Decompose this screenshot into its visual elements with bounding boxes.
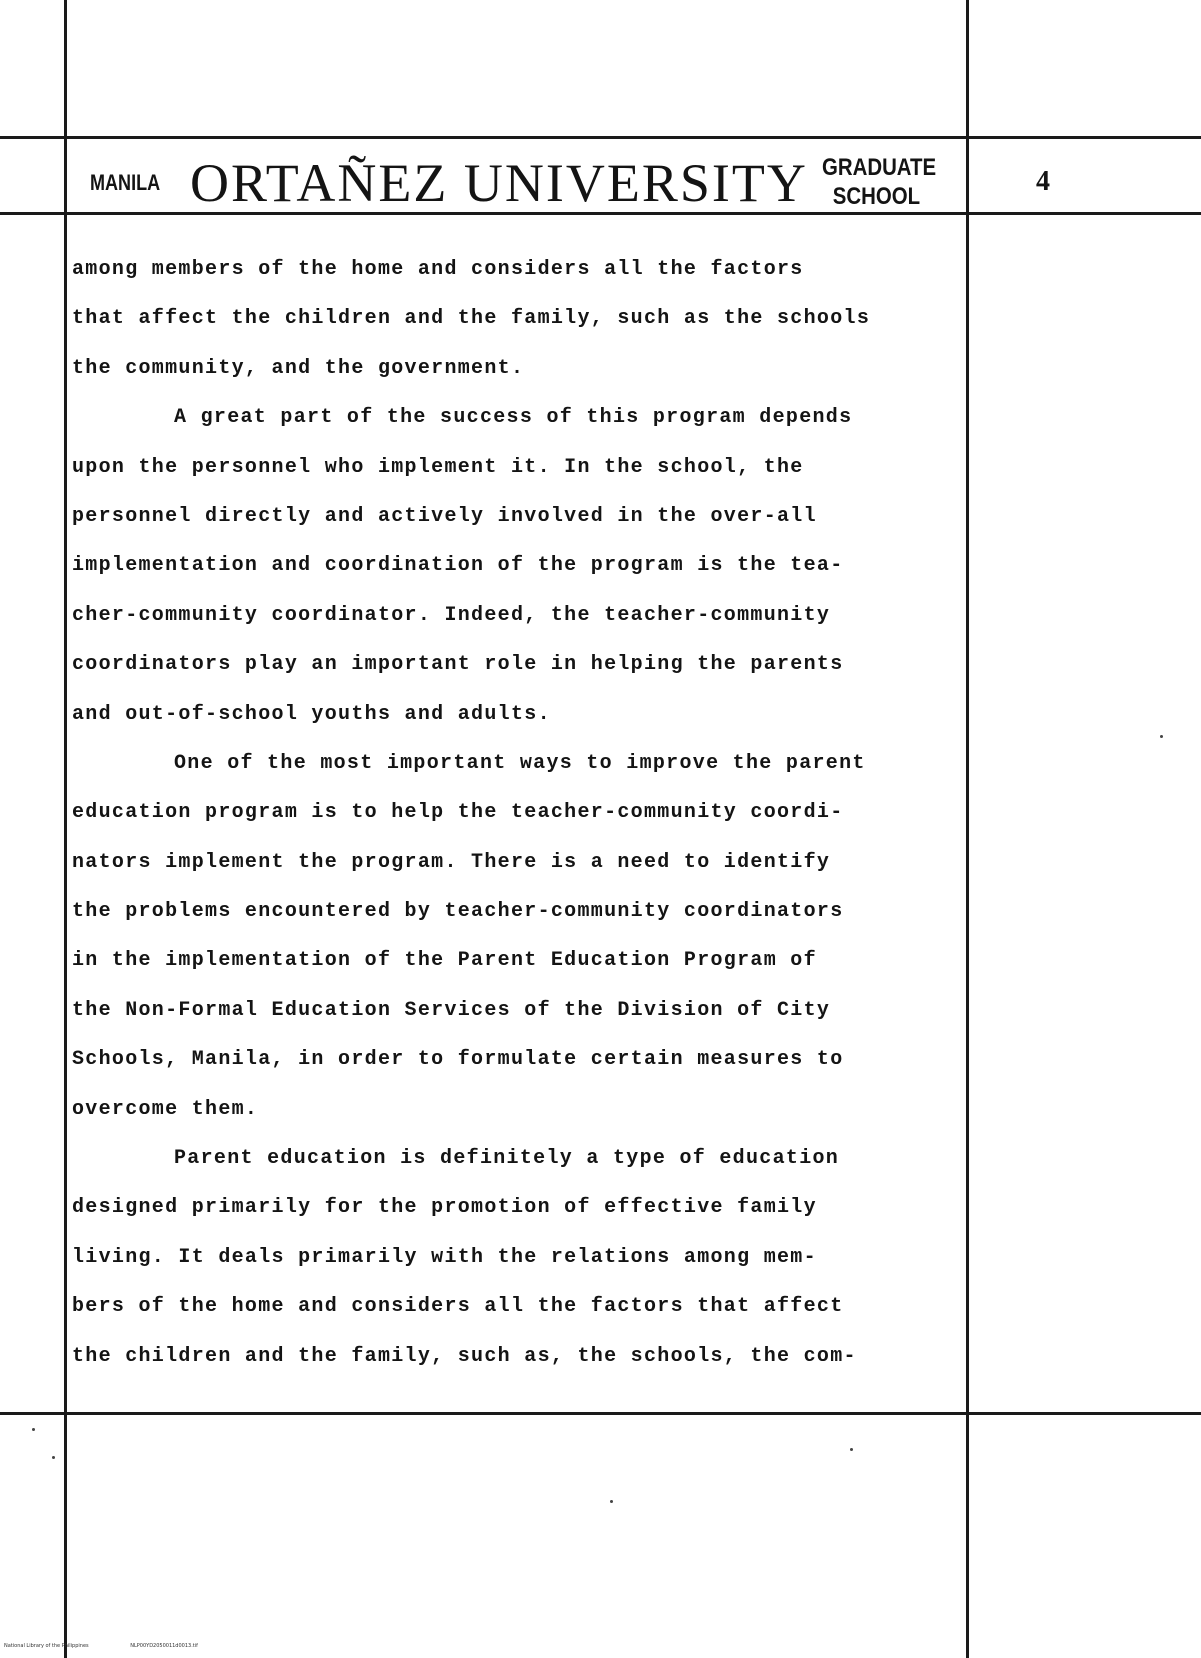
text-line: among members of the home and considers all the factors [72, 258, 804, 281]
footer-file-id: NLP00YD2050011d0013.tif [130, 1643, 198, 1649]
text-line: Schools, Manila, in order to formulate certain measures to [72, 1048, 844, 1072]
paragraph-start-line: Parent education is definitely a type of education [174, 1147, 840, 1171]
text-line: nators implement the program. There is a need to identify [72, 850, 831, 874]
text-line: education program is to help the teacher-community coordi- [72, 801, 844, 825]
scan-speck [52, 1456, 55, 1459]
text-line: upon the personnel who implement it. In the school, the [72, 455, 804, 479]
text-line: designed primarily for the promotion of effective family [72, 1196, 817, 1220]
text-line: personnel directly and actively involved in the over-all [72, 504, 817, 528]
text-line: implementation and coordination of the program is the tea- [72, 554, 844, 578]
text-line: that affect the children and the family, such as the schools [72, 307, 871, 331]
text-line: and out-of-school youths and adults. [72, 702, 551, 726]
text-line: coordinators play an important role in helping the parents [72, 653, 844, 677]
text-line: the children and the family, such as, the schools, the com- [72, 1344, 857, 1368]
page-number: 4 [1036, 166, 1050, 197]
header-place: MANILA [90, 170, 161, 195]
paragraph-start-line: One of the most important ways to improve the parent [174, 751, 866, 775]
text-line: the problems encountered by teacher-community coordinators [72, 900, 844, 924]
text-line: living. It deals primarily with the relations among mem- [72, 1245, 817, 1269]
scan-speck [850, 1448, 853, 1451]
left-margin-rule [64, 0, 67, 1658]
school-label-line2: SCHOOL [832, 183, 921, 210]
scan-speck [32, 1428, 35, 1431]
text-line: cher-community coordinator. Indeed, the teacher-community [72, 603, 831, 627]
institution-name: ORTAÑEZ UNIVERSITY [190, 153, 808, 213]
text-line: the Non-Formal Education Services of the Division of City [72, 998, 831, 1022]
paragraph-start-line: A great part of the success of this program depends [174, 406, 853, 430]
text-line: bers of the home and considers all the factors that affect [72, 1295, 844, 1319]
text-line: overcome them. [72, 1097, 259, 1121]
scan-speck [1160, 735, 1163, 738]
header-top-rule [0, 136, 1201, 139]
text-line: in the implementation of the Parent Education Program of [72, 949, 817, 973]
text-line: the community, and the government. [72, 356, 525, 380]
school-label [822, 153, 937, 211]
body-text [72, 252, 972, 1388]
scan-speck [610, 1500, 613, 1503]
body-bottom-rule [0, 1412, 1201, 1415]
footer-source: National Library of the Philippines [4, 1643, 89, 1649]
school-label-line1: GRADUATE [822, 154, 937, 181]
scan-source-footer [4, 1643, 238, 1649]
